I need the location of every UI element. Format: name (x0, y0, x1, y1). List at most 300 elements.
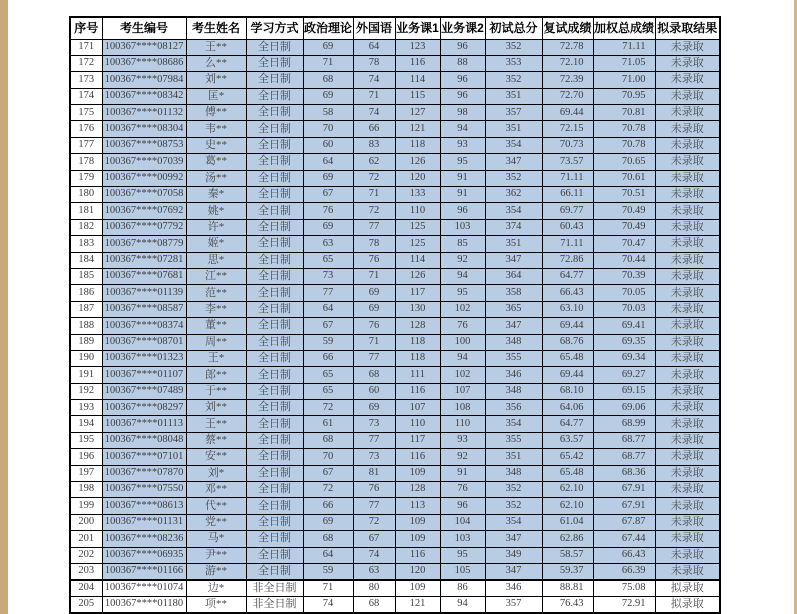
cell-politics: 66 (303, 350, 353, 366)
cell-retest: 62.10 (542, 498, 593, 514)
cell-course2: 103 (440, 219, 485, 235)
cell-course1: 116 (395, 383, 440, 399)
cell-mode: 全日制 (246, 564, 303, 580)
cell-foreign: 83 (353, 137, 395, 153)
cell-course1: 130 (395, 301, 440, 317)
cell-foreign: 77 (353, 432, 395, 448)
cell-course1: 107 (395, 400, 440, 416)
cell-course1: 117 (395, 285, 440, 301)
cell-result: 未录取 (655, 219, 720, 235)
cell-id: 100367****07039 (102, 154, 186, 170)
cell-politics: 72 (303, 400, 353, 416)
cell-weighted: 72.91 (593, 596, 655, 612)
cell-id: 100367****08779 (102, 236, 186, 252)
cell-foreign: 76 (353, 318, 395, 334)
cell-mode: 全日制 (246, 219, 303, 235)
cell-result: 拟录取 (655, 596, 720, 612)
table-row (70, 268, 720, 284)
cell-course2: 102 (440, 367, 485, 383)
table-row (70, 170, 720, 186)
cell-weighted: 71.00 (593, 72, 655, 88)
cell-foreign: 80 (353, 580, 395, 596)
cell-result: 未录取 (655, 268, 720, 284)
cell-name: 许* (186, 219, 246, 235)
cell-foreign: 77 (353, 219, 395, 235)
cell-result: 未录取 (655, 236, 720, 252)
cell-retest: 69.77 (542, 203, 593, 219)
cell-result: 未录取 (655, 170, 720, 186)
cell-mode: 全日制 (246, 39, 303, 55)
cell-mode: 全日制 (246, 367, 303, 383)
cell-mode: 全日制 (246, 547, 303, 563)
cell-total: 351 (485, 236, 542, 252)
cell-foreign: 69 (353, 285, 395, 301)
cell-politics: 65 (303, 367, 353, 383)
cell-total: 355 (485, 350, 542, 366)
table-row (70, 252, 720, 268)
cell-retest: 68.76 (542, 334, 593, 350)
cell-retest: 66.11 (542, 187, 593, 203)
cell-foreign: 69 (353, 400, 395, 416)
cell-weighted: 69.34 (593, 350, 655, 366)
cell-no: 192 (70, 383, 102, 399)
cell-foreign: 62 (353, 154, 395, 170)
cell-weighted: 69.27 (593, 367, 655, 383)
table-row (70, 318, 720, 334)
cell-retest: 64.77 (542, 268, 593, 284)
cell-retest: 88.81 (542, 580, 593, 596)
cell-result: 未录取 (655, 383, 720, 399)
header-cell-foreign: 外国语 (353, 17, 395, 39)
cell-total: 354 (485, 203, 542, 219)
cell-foreign: 78 (353, 55, 395, 71)
table-row (70, 400, 720, 416)
table-row (70, 383, 720, 399)
cell-foreign: 71 (353, 88, 395, 104)
cell-name: 马* (186, 531, 246, 547)
cell-course2: 100 (440, 334, 485, 350)
cell-course1: 116 (395, 449, 440, 465)
cell-total: 348 (485, 383, 542, 399)
cell-id: 100367****01139 (102, 285, 186, 301)
cell-foreign: 78 (353, 236, 395, 252)
cell-course1: 128 (395, 482, 440, 498)
cell-politics: 64 (303, 547, 353, 563)
cell-name: 史** (186, 137, 246, 153)
cell-name: 蔡** (186, 432, 246, 448)
table-row (70, 498, 720, 514)
cell-weighted: 68.77 (593, 432, 655, 448)
cell-foreign: 77 (353, 350, 395, 366)
cell-name: 王* (186, 350, 246, 366)
cell-weighted: 67.87 (593, 514, 655, 530)
cell-total: 352 (485, 39, 542, 55)
cell-total: 346 (485, 580, 542, 596)
cell-result: 未录取 (655, 416, 720, 432)
cell-id: 100367****07792 (102, 219, 186, 235)
cell-retest: 72.15 (542, 121, 593, 137)
cell-id: 100367****07692 (102, 203, 186, 219)
cell-mode: 全日制 (246, 449, 303, 465)
cell-weighted: 66.43 (593, 547, 655, 563)
cell-weighted: 67.44 (593, 531, 655, 547)
cell-id: 100367****08374 (102, 318, 186, 334)
cell-retest: 65.42 (542, 449, 593, 465)
cell-mode: 全日制 (246, 252, 303, 268)
cell-name: 江** (186, 268, 246, 284)
cell-course2: 105 (440, 564, 485, 580)
cell-total: 365 (485, 301, 542, 317)
table-row (70, 432, 720, 448)
cell-total: 357 (485, 105, 542, 121)
cell-retest: 64.06 (542, 400, 593, 416)
cell-id: 100367****07681 (102, 268, 186, 284)
cell-mode: 全日制 (246, 514, 303, 530)
cell-retest: 70.73 (542, 137, 593, 153)
table-row (70, 416, 720, 432)
cell-politics: 70 (303, 121, 353, 137)
cell-retest: 76.43 (542, 596, 593, 612)
cell-total: 347 (485, 318, 542, 334)
table-row (70, 531, 720, 547)
cell-course1: 125 (395, 219, 440, 235)
cell-mode: 全日制 (246, 383, 303, 399)
cell-politics: 69 (303, 88, 353, 104)
cell-id: 100367****01107 (102, 367, 186, 383)
cell-result: 未录取 (655, 367, 720, 383)
cell-name: 代** (186, 498, 246, 514)
cell-total: 362 (485, 187, 542, 203)
cell-mode: 全日制 (246, 416, 303, 432)
cell-no: 193 (70, 400, 102, 416)
table-row (70, 236, 720, 252)
cell-result: 未录取 (655, 285, 720, 301)
cell-foreign: 74 (353, 72, 395, 88)
cell-retest: 65.48 (542, 350, 593, 366)
cell-retest: 62.86 (542, 531, 593, 547)
cell-politics: 71 (303, 580, 353, 596)
cell-no: 189 (70, 334, 102, 350)
cell-id: 100367****01180 (102, 596, 186, 612)
cell-course2: 96 (440, 88, 485, 104)
cell-politics: 63 (303, 236, 353, 252)
cell-course1: 125 (395, 236, 440, 252)
cell-politics: 77 (303, 285, 353, 301)
cell-result: 未录取 (655, 334, 720, 350)
cell-result: 拟录取 (655, 580, 720, 596)
cell-retest: 61.04 (542, 514, 593, 530)
cell-total: 357 (485, 596, 542, 612)
cell-total: 364 (485, 268, 542, 284)
cell-foreign: 60 (353, 383, 395, 399)
cell-id: 100367****01323 (102, 350, 186, 366)
cell-weighted: 69.15 (593, 383, 655, 399)
cell-weighted: 70.81 (593, 105, 655, 121)
cell-politics: 71 (303, 55, 353, 71)
cell-course2: 76 (440, 318, 485, 334)
header-cell-mode: 学习方式 (246, 17, 303, 39)
cell-total: 354 (485, 416, 542, 432)
cell-retest: 71.11 (542, 170, 593, 186)
cell-no: 204 (70, 580, 102, 596)
cell-total: 352 (485, 498, 542, 514)
cell-id: 100367****07489 (102, 383, 186, 399)
cell-politics: 69 (303, 219, 353, 235)
cell-no: 201 (70, 531, 102, 547)
cell-course1: 116 (395, 547, 440, 563)
cell-mode: 全日制 (246, 72, 303, 88)
cell-foreign: 72 (353, 514, 395, 530)
cell-no: 197 (70, 465, 102, 481)
cell-mode: 全日制 (246, 137, 303, 153)
cell-no: 172 (70, 55, 102, 71)
cell-course1: 126 (395, 268, 440, 284)
cell-no: 174 (70, 88, 102, 104)
cell-mode: 全日制 (246, 432, 303, 448)
cell-id: 100367****08297 (102, 400, 186, 416)
cell-total: 351 (485, 449, 542, 465)
table-row (70, 547, 720, 563)
cell-course1: 115 (395, 88, 440, 104)
cell-course2: 94 (440, 121, 485, 137)
table-row (70, 301, 720, 317)
cell-mode: 全日制 (246, 105, 303, 121)
cell-foreign: 64 (353, 39, 395, 55)
cell-no: 205 (70, 596, 102, 612)
cell-course2: 94 (440, 350, 485, 366)
cell-mode: 全日制 (246, 531, 303, 547)
cell-politics: 68 (303, 531, 353, 547)
cell-total: 348 (485, 465, 542, 481)
table-row (70, 564, 720, 580)
cell-name: 李** (186, 301, 246, 317)
cell-result: 未录取 (655, 318, 720, 334)
cell-course1: 118 (395, 334, 440, 350)
cell-no: 187 (70, 301, 102, 317)
cell-no: 186 (70, 285, 102, 301)
cell-no: 200 (70, 514, 102, 530)
cell-course2: 96 (440, 498, 485, 514)
cell-retest: 64.77 (542, 416, 593, 432)
cell-result: 未录取 (655, 121, 720, 137)
cell-no: 181 (70, 203, 102, 219)
cell-mode: 全日制 (246, 400, 303, 416)
admission-results-table (69, 16, 721, 614)
cell-id: 100367****08701 (102, 334, 186, 350)
cell-mode: 全日制 (246, 121, 303, 137)
cell-foreign: 63 (353, 564, 395, 580)
cell-course1: 116 (395, 55, 440, 71)
cell-total: 347 (485, 252, 542, 268)
cell-weighted: 71.11 (593, 39, 655, 55)
cell-course2: 96 (440, 39, 485, 55)
cell-politics: 73 (303, 268, 353, 284)
cell-weighted: 70.39 (593, 268, 655, 284)
cell-politics: 68 (303, 432, 353, 448)
cell-mode: 全日制 (246, 285, 303, 301)
cell-foreign: 69 (353, 301, 395, 317)
cell-course1: 118 (395, 137, 440, 153)
table-row (70, 367, 720, 383)
cell-name: 范** (186, 285, 246, 301)
cell-foreign: 81 (353, 465, 395, 481)
cell-id: 100367****06935 (102, 547, 186, 563)
cell-no: 183 (70, 236, 102, 252)
cell-id: 100367****01132 (102, 105, 186, 121)
cell-course2: 94 (440, 268, 485, 284)
cell-result: 未录取 (655, 547, 720, 563)
cell-course2: 98 (440, 105, 485, 121)
cell-retest: 71.11 (542, 236, 593, 252)
cell-weighted: 70.95 (593, 88, 655, 104)
table-row (70, 596, 720, 612)
cell-name: 边* (186, 580, 246, 596)
cell-course2: 96 (440, 72, 485, 88)
cell-course2: 107 (440, 383, 485, 399)
cell-politics: 61 (303, 416, 353, 432)
cell-foreign: 71 (353, 187, 395, 203)
page-left-edge (0, 0, 8, 614)
cell-mode: 全日制 (246, 236, 303, 252)
cell-result: 未录取 (655, 154, 720, 170)
cell-name: 么** (186, 55, 246, 71)
cell-politics: 69 (303, 39, 353, 55)
cell-id: 100367****08304 (102, 121, 186, 137)
cell-foreign: 68 (353, 596, 395, 612)
cell-no: 177 (70, 137, 102, 153)
cell-mode: 全日制 (246, 334, 303, 350)
cell-course1: 114 (395, 252, 440, 268)
cell-retest: 58.57 (542, 547, 593, 563)
table-row (70, 187, 720, 203)
cell-id: 100367****08613 (102, 498, 186, 514)
cell-course1: 110 (395, 203, 440, 219)
cell-retest: 69.44 (542, 367, 593, 383)
cell-result: 未录取 (655, 55, 720, 71)
header-cell-name: 考生姓名 (186, 17, 246, 39)
cell-politics: 69 (303, 514, 353, 530)
header-cell-result: 拟录取结果 (655, 17, 720, 39)
cell-course1: 128 (395, 318, 440, 334)
cell-course1: 121 (395, 121, 440, 137)
cell-course1: 127 (395, 105, 440, 121)
cell-course2: 104 (440, 514, 485, 530)
cell-politics: 66 (303, 498, 353, 514)
cell-total: 355 (485, 432, 542, 448)
cell-id: 100367****01074 (102, 580, 186, 596)
cell-course1: 109 (395, 514, 440, 530)
cell-id: 100367****07870 (102, 465, 186, 481)
cell-id: 100367****08048 (102, 432, 186, 448)
cell-total: 347 (485, 154, 542, 170)
cell-politics: 67 (303, 318, 353, 334)
table-row (70, 121, 720, 137)
cell-total: 347 (485, 531, 542, 547)
cell-weighted: 70.47 (593, 236, 655, 252)
cell-politics: 65 (303, 383, 353, 399)
cell-course2: 92 (440, 449, 485, 465)
header-cell-no: 序号 (70, 17, 102, 39)
cell-total: 354 (485, 514, 542, 530)
cell-retest: 72.39 (542, 72, 593, 88)
cell-name: 郎** (186, 367, 246, 383)
cell-name: 匡* (186, 88, 246, 104)
cell-total: 346 (485, 367, 542, 383)
cell-mode: 全日制 (246, 301, 303, 317)
cell-result: 未录取 (655, 105, 720, 121)
cell-name: 刘** (186, 400, 246, 416)
cell-course1: 120 (395, 170, 440, 186)
cell-politics: 64 (303, 154, 353, 170)
cell-politics: 76 (303, 203, 353, 219)
cell-name: 姬* (186, 236, 246, 252)
cell-result: 未录取 (655, 88, 720, 104)
cell-name: 于** (186, 383, 246, 399)
cell-id: 100367****00992 (102, 170, 186, 186)
table-row (70, 55, 720, 71)
header-cell-total: 初试总分 (485, 17, 542, 39)
cell-no: 198 (70, 482, 102, 498)
cell-name: 葛** (186, 154, 246, 170)
cell-course2: 91 (440, 465, 485, 481)
cell-mode: 全日制 (246, 498, 303, 514)
header-cell-id: 考生编号 (102, 17, 186, 39)
table-row (70, 203, 720, 219)
table-row (70, 137, 720, 153)
cell-weighted: 70.78 (593, 137, 655, 153)
cell-politics: 65 (303, 252, 353, 268)
cell-retest: 59.37 (542, 564, 593, 580)
cell-total: 374 (485, 219, 542, 235)
cell-course1: 121 (395, 596, 440, 612)
cell-foreign: 68 (353, 367, 395, 383)
cell-retest: 73.57 (542, 154, 593, 170)
cell-retest: 60.43 (542, 219, 593, 235)
header-cell-course2: 业务课2 (440, 17, 485, 39)
cell-result: 未录取 (655, 531, 720, 547)
cell-course1: 123 (395, 39, 440, 55)
cell-mode: 全日制 (246, 88, 303, 104)
cell-retest: 72.70 (542, 88, 593, 104)
cell-course1: 120 (395, 564, 440, 580)
cell-politics: 59 (303, 564, 353, 580)
table-row (70, 449, 720, 465)
cell-no: 194 (70, 416, 102, 432)
table-row (70, 514, 720, 530)
cell-course2: 93 (440, 432, 485, 448)
cell-no: 191 (70, 367, 102, 383)
cell-weighted: 70.65 (593, 154, 655, 170)
cell-weighted: 69.06 (593, 400, 655, 416)
cell-politics: 68 (303, 72, 353, 88)
cell-retest: 72.78 (542, 39, 593, 55)
cell-course1: 110 (395, 416, 440, 432)
table-row (70, 154, 720, 170)
cell-result: 未录取 (655, 187, 720, 203)
cell-retest: 69.44 (542, 105, 593, 121)
cell-name: 汤** (186, 170, 246, 186)
cell-id: 100367****07984 (102, 72, 186, 88)
cell-politics: 72 (303, 482, 353, 498)
cell-foreign: 74 (353, 547, 395, 563)
cell-mode: 全日制 (246, 187, 303, 203)
cell-no: 184 (70, 252, 102, 268)
cell-foreign: 77 (353, 498, 395, 514)
cell-politics: 58 (303, 105, 353, 121)
cell-politics: 69 (303, 170, 353, 186)
cell-no: 173 (70, 72, 102, 88)
cell-course1: 114 (395, 72, 440, 88)
